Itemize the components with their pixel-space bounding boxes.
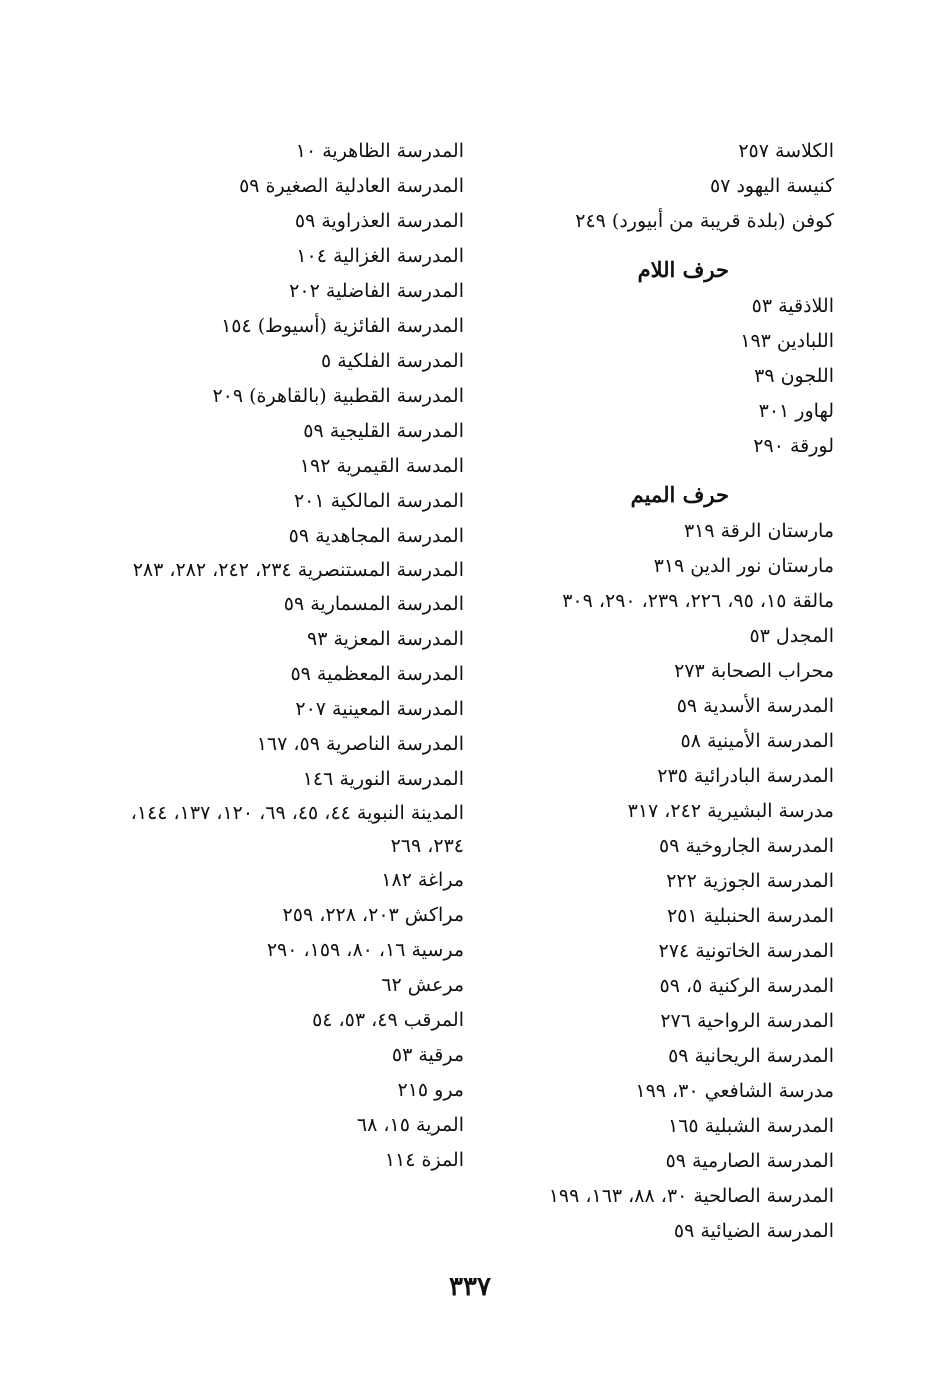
index-entry: لورقة ٢٩٠: [753, 435, 834, 457]
index-column-left: [89, 134, 464, 1178]
index-entry: المدرسة المعينية ٢٠٧: [295, 698, 464, 720]
index-entry: المدرسة المستنصرية ٢٣٤، ٢٤٢، ٢٨٢، ٢٨٣: [132, 559, 464, 581]
page-number: ٣٣٧: [449, 1272, 491, 1302]
index-entry: محراب الصحابة ٢٧٣: [674, 660, 834, 682]
index-entry: مارستان الرقة ٣١٩: [683, 520, 834, 542]
index-entry: المدرسة الحنبلية ٢٥١: [666, 905, 834, 927]
index-entry: المدرسة المعظمية ٥٩: [290, 663, 464, 685]
index-entry: المرية ١٥، ٦٨: [356, 1114, 464, 1136]
index-entry: المدرسة المالكية ٢٠١: [293, 490, 464, 512]
index-entry: اللاذقية ٥٣: [751, 295, 834, 317]
section-heading-mim: حرف الميم: [630, 482, 729, 507]
index-entry: المدرسة المجاهدية ٥٩: [288, 525, 464, 547]
index-entry: المدرسة الفاضلية ٢٠٢: [289, 280, 464, 302]
index-entry: المدرسة الفائزية (أسيوط) ١٥٤: [221, 315, 464, 337]
index-entry: المدرسة الظاهرية ١٠: [295, 140, 464, 162]
block-lam: [494, 289, 834, 464]
index-entry: المدرسة الناصرية ٥٩، ١٦٧: [256, 733, 464, 755]
section-heading-lam: حرف اللام: [637, 257, 729, 282]
index-entry: المدرسة الصالحية ٣٠، ٨٨، ١٦٣، ١٩٩: [548, 1185, 834, 1207]
index-entry: المدرسة الفلكية ٥: [321, 350, 464, 372]
index-entry: مرسية ١٦، ٨٠، ١٥٩، ٢٩٠: [266, 939, 464, 961]
index-entry: المدرسة الجوزية ٢٢٢: [666, 870, 834, 892]
index-entry: الكلاسة ٢٥٧: [738, 140, 834, 162]
index-column-right: [494, 134, 834, 1249]
index-entry: كنيسة اليهود ٥٧: [710, 175, 834, 197]
index-entry: المدينة النبوية ٤٤، ٤٥، ٦٩، ١٢٠، ١٣٧، ١٤٤، ٢٣٤، ٢٦٩: [130, 802, 464, 857]
index-entry: المدرسة النورية ١٤٦: [302, 768, 464, 790]
index-entry: المدرسة الغزالية ١٠٤: [296, 245, 464, 267]
index-entry: المدرسة الصارمية ٥٩: [665, 1150, 834, 1172]
index-entry: المدرسة القطبية (بالقاهرة) ٢٠٩: [212, 385, 464, 407]
index-entry: المدرسة العذراوية ٥٩: [294, 210, 464, 232]
index-entry: المدرسة المعزية ٩٣: [307, 628, 464, 650]
index-entry: المدرسة العادلية الصغيرة ٥٩: [239, 175, 464, 197]
index-entry: مراكش ٢٠٣، ٢٢٨، ٢٥٩: [282, 904, 464, 926]
index-entry: المدرسة الخاتونية ٢٧٤: [658, 940, 834, 962]
index-entry: مالقة ١٥، ٩٥، ٢٢٦، ٢٣٩، ٢٩٠، ٣٠٩: [562, 590, 834, 612]
index-entry: المدسة القيمرية ١٩٢: [299, 455, 464, 477]
index-entry: المدرسة الرواحية ٢٧٦: [660, 1010, 834, 1032]
block-kaf: [494, 134, 834, 239]
index-entry: المرقب ٤٩، ٥٣، ٥٤: [312, 1009, 464, 1031]
index-entry: المدرسة القليجية ٥٩: [303, 420, 464, 442]
index-entry: مارستان نور الدين ٣١٩: [653, 555, 834, 577]
index-entry: كوفن (بلدة قريبة من أبيورد) ٢٤٩: [575, 210, 834, 232]
index-entry: المدرسة الريحانية ٥٩: [668, 1045, 834, 1067]
index-entry: المدرسة البادرائية ٢٣٥: [657, 765, 834, 787]
index-entry: مراغة ١٨٢: [381, 869, 464, 891]
index-entry: لهاور ٣٠١: [758, 400, 834, 422]
index-entry: اللجون ٣٩: [754, 365, 834, 387]
index-entry: اللبادين ١٩٣: [740, 330, 834, 352]
block-mim: [494, 514, 834, 1249]
index-entry: المدرسة الأمينية ٥٨: [680, 730, 834, 752]
index-entry: مرقية ٥٣: [391, 1044, 464, 1066]
index-entry: المدرسة الركنية ٥، ٥٩: [659, 975, 834, 997]
index-entry: مدرسة البشيرية ٢٤٢، ٣١٧: [627, 800, 834, 822]
index-entry: المجدل ٥٣: [749, 625, 834, 647]
index-entry: المدرسة الشبلية ١٦٥: [668, 1115, 834, 1137]
index-entry: المدرسة الجاروخية ٥٩: [659, 835, 834, 857]
index-entry: مدرسة الشافعي ٣٠، ١٩٩: [635, 1080, 834, 1102]
index-entry: المدرسة المسمارية ٥٩: [283, 593, 464, 615]
index-entry: مرعش ٦٢: [381, 974, 464, 996]
index-entry: المدرسة الضيائية ٥٩: [673, 1220, 834, 1242]
index-entry: المدرسة الأسدية ٥٩: [676, 695, 834, 717]
index-entry: المزة ١١٤: [384, 1149, 464, 1171]
index-entry: مرو ٢١٥: [397, 1079, 464, 1101]
